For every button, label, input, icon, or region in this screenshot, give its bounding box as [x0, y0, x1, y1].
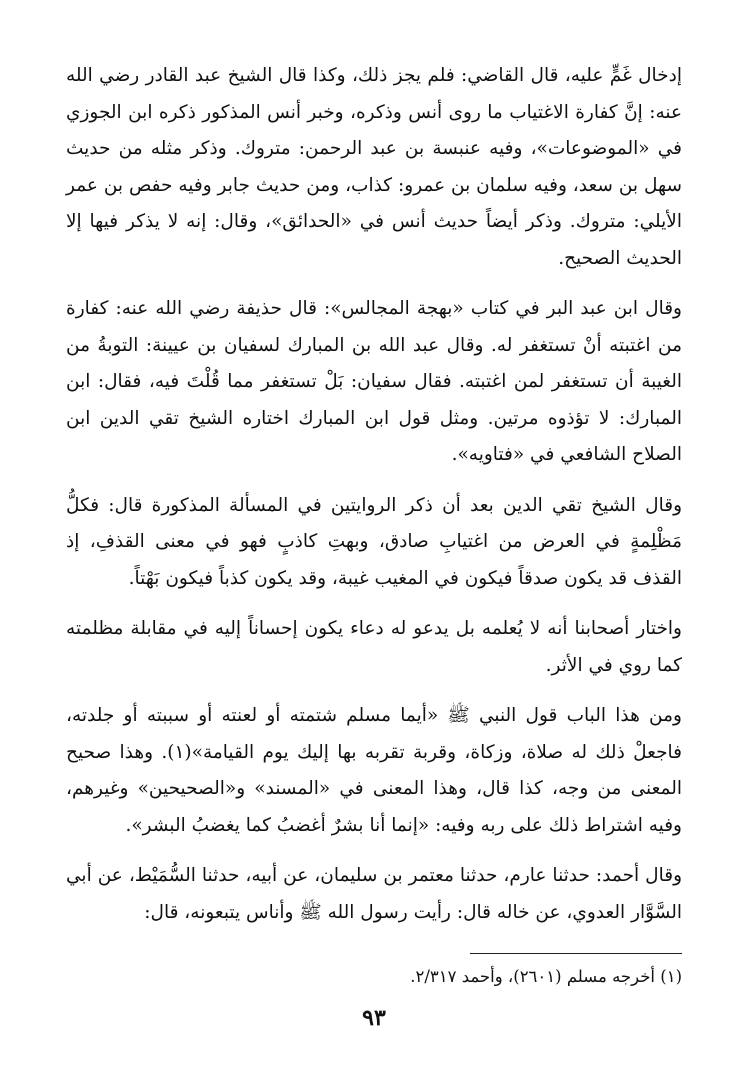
paragraph: وقال ابن عبد البر في كتاب «بهجة المجالس»: قال حذيفة رضي الله عنه: كفارة من اغتبته أنْ تستغفر له. وقال عبد الله بن المبارك لسفيان بن عيينة: التوبةُ من الغيبة أن تستغفر لمن اغتبته. فقال سفيان: بَلْ تستغفر مما قُلْتَ فيه، فقال: ابن المبارك: لا تؤذوه مرتين. ومثل قول ابن المبارك اختاره الشيخ تقي الدين ابن الصلاح الشافعي في «فتاويه».: [66, 298, 682, 465]
paragraph: واختار أصحابنا أنه لا يُعلمه بل يدعو له دعاء يكون إحساناً إليه في مقابلة مظلمته كما روي في الأثر.: [66, 618, 682, 676]
page-number: ٩٣: [362, 1005, 386, 1031]
paragraph: إدخال غَمٍّ عليه، قال القاضي: فلم يجز ذلك، وكذا قال الشيخ عبد القادر رضي الله عنه: إنَّ كفارة الاغتياب ما روى أنس وذكره، وخبر أنس المذكور ذكره ابن الجوزي في «الموضوعات»، وفيه عنبسة بن عبد الرحمن: متروك. وذكر مثله من حديث سهل بن سعد، وفيه سلمان بن عمرو: كذاب، ومن حديث جابر وفيه حفص بن عمر الأيلي: متروك. وذكر أيضاً حديث أنس في «الحدائق»، وقال: إنه لا يذكر فيها إلا الحديث الصحيح.: [66, 65, 682, 269]
paragraph: وقال الشيخ تقي الدين بعد أن ذكر الروايتين في المسألة المذكورة قال: فكلُّ مَظْلِمةٍ في العرض من اغتيابِ صادق، وبهتِ كاذبٍ فهو في معنى القذفِ، إذ القذف قد يكون صدقاً فيكون في المغيب غيبة، وقد يكون كذباً فيكون بَهْتاً.: [66, 494, 682, 589]
paragraph: وقال أحمد: حدثنا عارم، حدثنا معتمر بن سليمان، عن أبيه، حدثنا السُّمَيْط، عن أبي السَّوَّار العدوي، عن خاله قال: رأيت رسول الله ﷺ وأناس يتبعونه، قال:: [66, 865, 682, 923]
footnote-divider: [470, 953, 682, 954]
footnote: (١) أخرجه مسلم (٢٦٠١)، وأحمد ٢/٣١٧.: [410, 967, 682, 986]
paragraph: ومن هذا الباب قول النبي ﷺ «أيما مسلم شتمته أو لعنته أو سببته أو جلدته، فاجعلْ ذلك له صلاة، وزكاة، وقربة تقربه بها إليك يوم القيامة»(١). وهذا صحيح المعنى من وجه، كذا قال، وهذا المعنى في «المسند» و«الصحيحين» وغيرهم، وفيه اشتراط ذلك على ربه وفيه: «إنما أنا بشرٌ أغضبُ كما يغضبُ البشر».: [66, 705, 682, 836]
